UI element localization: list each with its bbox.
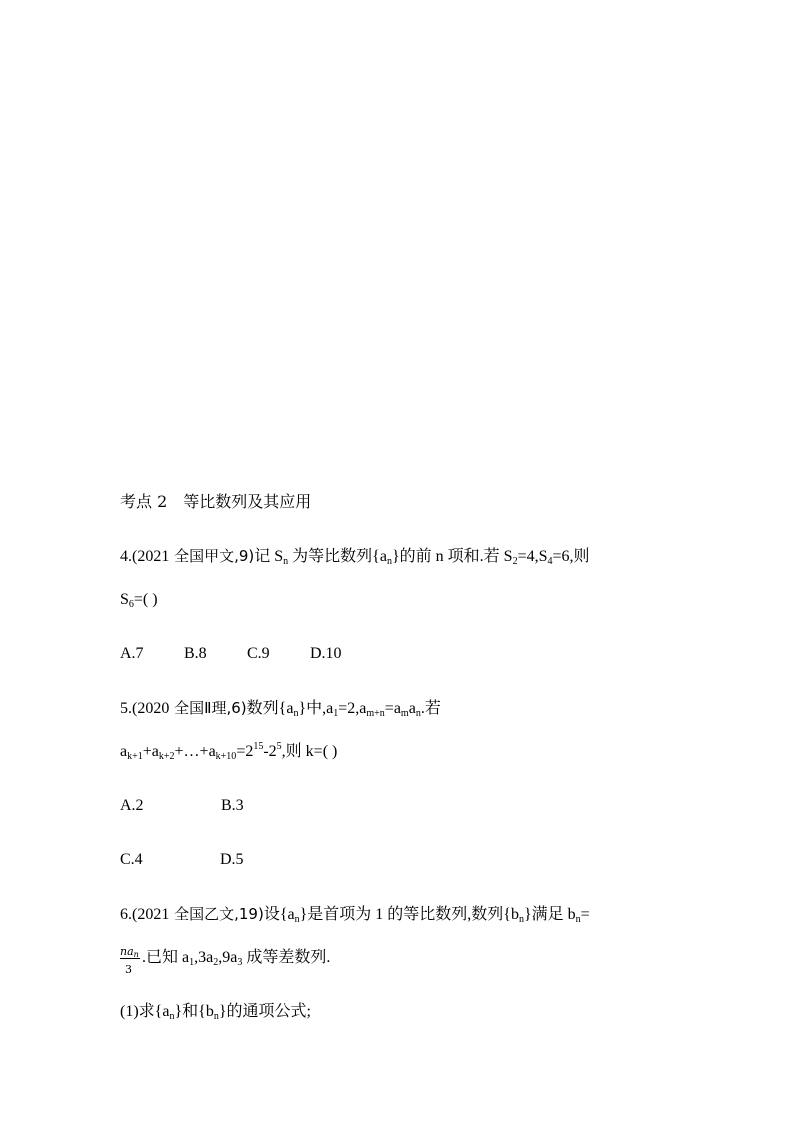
q4-options [120, 644, 342, 664]
section-label: 考点 2 [120, 492, 168, 511]
fraction-na-over-3: $\frac{na_n}{3}$ [120, 945, 139, 976]
q6-source: 全国乙文,19) [169, 905, 264, 923]
q6-part-1: (1)求$\{a_n\}$和$\{b_n\}$的通项公式; [120, 1003, 311, 1022]
q5-number: 5.(2020 [120, 700, 170, 717]
q6-line-2: $\frac{na_n}{3}$ .已知 $a_1,3a_2,9a_3$ 成等差数列. [120, 945, 331, 976]
q5-line-1: 5.(2020 全国Ⅱ理,6)数列$\{a_n\}$中$,a_1=2,a_{m+n}=a_ma_n$.若 [120, 699, 441, 719]
q6-line-1: 6.(2021 全国乙文,19)设$\{a_n\}$是首项为 1 的等比数列,数列$\{b_n\}$满足 $b_n=$ [120, 905, 590, 925]
q5-line-2: $a_{k+1}+a_{k+2}+\dots+a_{k+10}=2^{15}-2^5$,则 k=( ) [120, 741, 338, 762]
q5-options-row-2 [120, 850, 244, 870]
q4-option-a[interactable]: A.7 [120, 645, 144, 662]
section-heading [120, 492, 311, 512]
q4-number: 4.(2021 [120, 548, 170, 565]
q4-option-c[interactable]: C.9 [247, 645, 270, 662]
q4-option-d[interactable]: D.10 [310, 645, 342, 662]
q4-source: 全国甲文,9) [169, 547, 255, 565]
q4-line-2: $S_6=$( ) [120, 591, 158, 610]
q4-line-1: 4.(2021 全国甲文,9)记 $S_n$ 为等比数列$\{a_n\}$的前 n 项和.若 $S_2=4,S_4=6$,则 [120, 547, 590, 567]
q5-source: 全国Ⅱ理,6) [169, 699, 247, 717]
q5-option-c[interactable]: C.4 [120, 851, 143, 868]
q5-option-a[interactable]: A.2 [120, 797, 144, 814]
q6-number: 6.(2021 [120, 906, 170, 923]
q5-option-b[interactable]: B.3 [221, 797, 244, 814]
q4-option-b[interactable]: B.8 [184, 645, 207, 662]
q5-option-d[interactable]: D.5 [220, 851, 244, 868]
q5-options-row-1 [120, 796, 244, 816]
section-title: 等比数列及其应用 [183, 492, 312, 511]
